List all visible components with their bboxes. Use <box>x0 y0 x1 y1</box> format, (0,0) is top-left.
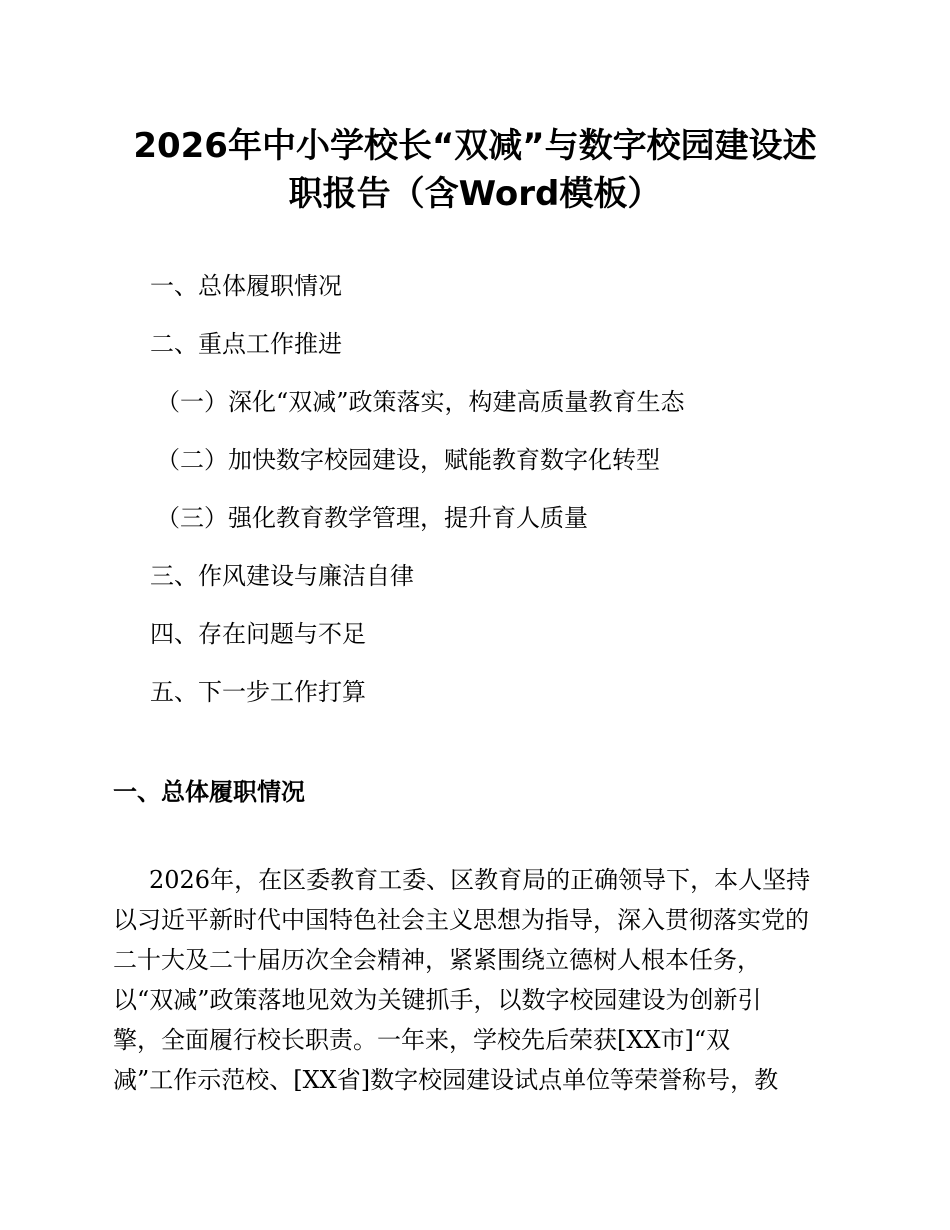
toc-item-1: 一、总体履职情况 <box>150 272 342 300</box>
title-line-2: 职报告（含Word模板） <box>288 174 662 214</box>
toc-item-2-2: （二）加快数字校园建设，赋能教育数字化转型 <box>156 446 660 474</box>
paragraph-line-6: 减”工作示范校、[XX省]数字校园建设试点单位等荣誉称号，教 <box>113 1066 779 1094</box>
paragraph-line-1: 2026年，在区委教育工委、区教育局的正确领导下，本人坚持 <box>149 866 811 894</box>
toc-item-2: 二、重点工作推进 <box>150 330 342 358</box>
document-title <box>110 122 840 218</box>
paragraph-line-3: 二十大及二十届历次全会精神，紧紧围绕立德树人根本任务， <box>113 946 761 974</box>
paragraph-line-2: 以习近平新时代中国特色社会主义思想为指导，深入贯彻落实党的 <box>113 906 809 934</box>
toc-item-2-3: （三）强化教育教学管理，提升育人质量 <box>156 504 588 532</box>
table-of-contents <box>150 266 850 730</box>
paragraph-line-5: 擎，全面履行校长职责。一年来，学校先后荣获[XX市]“双 <box>113 1026 731 1054</box>
toc-item-5: 五、下一步工作打算 <box>150 678 366 706</box>
body-paragraph <box>113 860 843 1100</box>
toc-item-3: 三、作风建设与廉洁自律 <box>150 562 414 590</box>
paragraph-line-4: 以“双减”政策落地见效为关键抓手，以数字校园建设为创新引 <box>113 986 762 1014</box>
title-line-1: 2026年中小学校长“双减”与数字校园建设述 <box>133 126 817 166</box>
toc-item-4: 四、存在问题与不足 <box>150 620 366 648</box>
section-heading-1: 一、总体履职情况 <box>113 778 305 806</box>
toc-item-2-1: （一）深化“双减”政策落实，构建高质量教育生态 <box>156 388 685 416</box>
